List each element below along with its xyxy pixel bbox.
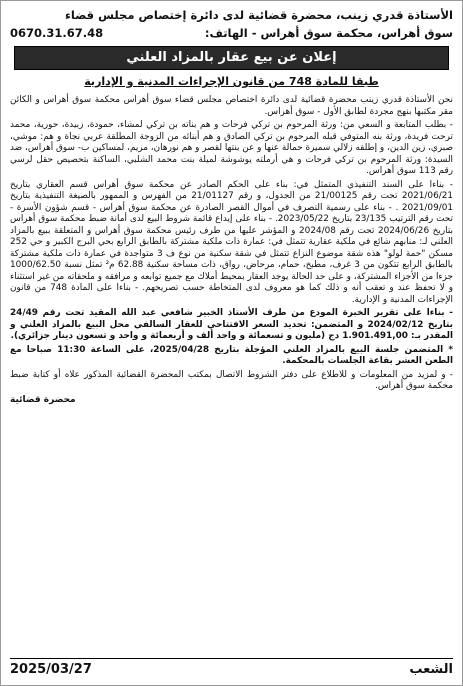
notice-body [10,95,453,406]
paragraph-expert-report: - بناءا على تقرير الخبرة المودع من طرف الأستاذ الخبير شافعي عبد الله المقيد تحت رقم 24/49 بتاريخ 2024/02/12 و المتضمن: تحديد السعر الافتتاحي للعقار السالفي محل البيع بالمزاد العلني و المقدر بـ: 1.901.491,00 دج (مليون و تسعمائة و واحد ألف و أربعمائة و واحد و تسعون دينار جزائري). [10,308,454,341]
paragraph-auction-session: * المتضمن جلسة البيع بالمزاد العلني المؤجلة بتاريخ 2025/04/28، على الساعة 11:30 صباحا مع الطعن العشر بقاعة الجلسات بالمحكمة. [10,344,454,366]
issuer-location: سوق أهراس، محكمة سوق أهراس - الهاتف: [204,26,453,40]
issuer-phone: 0670.31.67.48 [10,26,104,40]
paragraph-contact: - و لمزيد من المعلومات و للاطلاع على دفتر الشروط الاتصال بمكتب المحضرة القضائية المذكور علاه أو كتابة ضبط محكمة سوق أهراس. [10,369,453,391]
publication-footer [10,658,453,679]
notice-title-banner: إعلان عن بيع عقار بالمزاد العلني [14,46,449,70]
issuer-line-2 [10,24,453,42]
notice-subtitle: طبقا للمادة 748 من قانون الإجراءات المدنية و الإدارية [84,75,379,88]
publication-date: 2025/03/27 [10,661,92,677]
issuer-line-1: الأستاذة قدري زينب، محضرة قضائية لدى دائرة إختصاص مجلس قضاء [65,8,453,22]
paragraph-intro: نحن الأستاذة قدري زينب محضرة قضائية لدى دائرة اختصاص مجلس قضاء سوق أهراس محكمة سوق أهراس و الكائن مقر مكتبها بنهج مجردة لطابق الأول - سوق أهراس. [10,95,453,117]
signature-bailiff: محضرة قضائية [10,394,76,405]
paragraph-parties: - بطلب المتابعة و السعي من: ورثة المرحوم بن تركي فرحات و هم بناته بن تركي لمشاء، حمودة، زبيدة، حورية، محمد ترحت فريدة، ورثة بنه المتوفي قبله المرحوم بن تركي الصادق و هم أبنائه من الزوجة المطلقة عربي نجاة و هم: موشي، صبري، زين الدين، و إطلقه زلالي سميرة حمالة عنها و عن بنتها لقصر و هم نورهان، مريم، لمساكين ب- سوق أهراس، ضد السيدة: ورثة المرحوم بن تركي فرحات و هي أرملته يوشوشة لميلة بنت محمد الشلبي، الساكنة بتحصيص حقل لرسي رقم 113 سوق أهراس. [10,120,453,176]
paragraph-executive-title: - بناءا على السند التنفيذي المتمثل في: بناء على الحكم الصادر عن محكمة سوق أهراس قسم العقاري بتاريخ 2021/06/21 تحت رقم 21/00125 من الجدول، و رقم 21/01127 من الفهرس و الممهور بالصيغة التنفيذية بتاريخ 2021/09/01 . - بناء على رسمية التصرف في أموال القصر الصادرة عن محكمة سوق أهراس - قسم شؤون الأسرة - تحت رقم الترتيب 23/135 بتاريخ 2023/05/22. - بناء على إيداع قائمة شروط البيع لدى أمانة ضبط محكمة سوق أهراس بتاريخ 2024/06/26 تحت رقم 2024/08 و المؤشر عليها من طرف رئيس محكمة سوق أهراس و المتعلقة ببيع بالمزاد العلني لـ: منابهم شائع في ملكية عقارية تتمثل في: عمارة ذات ملكية مشتركة بالطابق الرابع بحي البرج الكبير و حي 252 مسكن "حمة لولو" هذه شقة موضوع النزاع تتمثل في شقة سكنية من نوع ف 3 متواجدة في عمارة ذات ملكية مشتركة بالطابق الرابع تتكون من 3 غرف، مطبخ، حمام، مرحاض، رواق، ذات مساحة سكنية 62.88 م² تمثل نسبة 1000/62.50 جزءا من الأجزاء المشتركة، و على حد الحالة يوجد العقار بمحيط أملاك مع جميع توابعه و مرافقه و ملحقاته من غير استثناء و لا تحفظ عند و تعقب أنه و ذلك كما هو معروف لدى المتخاطة حسب تصريحهم. - بناءا على المادة 748 من قانون الإجراءات المدنية و الإدارية. [10,179,454,305]
newspaper-name: الشعب [409,661,453,677]
signature-row [10,395,453,407]
